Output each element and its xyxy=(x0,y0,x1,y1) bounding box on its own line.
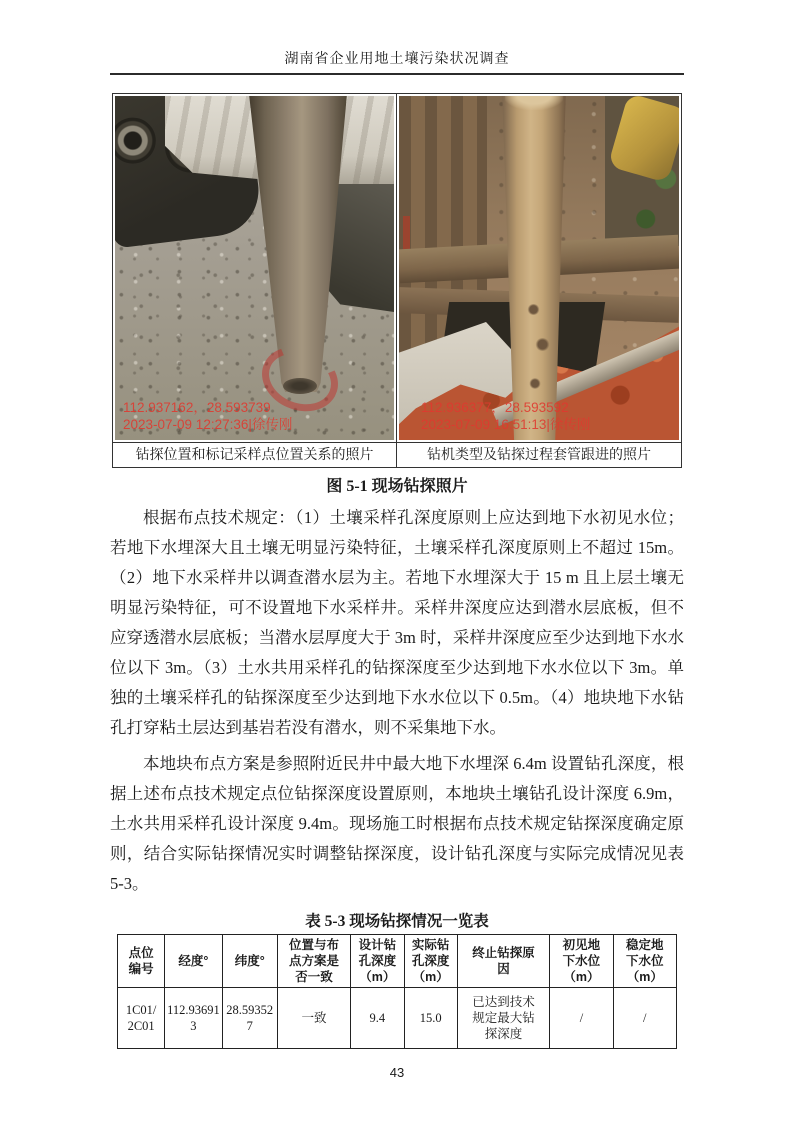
cell-position-match: 一致 xyxy=(277,988,350,1049)
photo-caption-row xyxy=(113,442,681,467)
cell-longitude: 112.936913 xyxy=(165,988,222,1049)
photo-watermark xyxy=(421,399,590,433)
photo-figure-table xyxy=(112,93,682,468)
col-header-longitude: 经度° xyxy=(165,935,222,988)
cell-point-id: 1C01/2C01 xyxy=(118,988,165,1049)
table-title: 表 5-3 现场钻探情况一览表 xyxy=(305,913,489,930)
track-wheel xyxy=(115,115,158,166)
col-header-actual-depth: 实际钻孔深度（m） xyxy=(404,935,457,988)
col-header-design-depth: 设计钻孔深度（m） xyxy=(351,935,404,988)
photo-cell-right xyxy=(397,94,681,442)
watermark-coords: 112.936377，28.593592 xyxy=(421,400,569,415)
col-header-latitude: 纬度° xyxy=(222,935,277,988)
cell-first-water-level: / xyxy=(550,988,613,1049)
document-title: 湖南省企业用地土壤污染状况调查 xyxy=(110,48,684,75)
col-header-stop-reason: 终止钻探原因 xyxy=(457,935,549,988)
photo-caption-left: 钻探位置和标记采样点位置关系的照片 xyxy=(113,443,397,467)
cell-latitude: 28.593527 xyxy=(222,988,277,1049)
col-header-point-id: 点位编号 xyxy=(118,935,165,988)
watermark-datetime: 2023-07-09 12:27:36|徐传刚 xyxy=(123,417,293,432)
drilling-summary-table xyxy=(117,934,677,1049)
photo-drill-rig xyxy=(399,96,679,440)
table-header-row xyxy=(118,935,677,988)
running-header xyxy=(110,0,684,75)
cell-actual-depth: 15.0 xyxy=(404,988,457,1049)
col-header-first-water-level: 初见地下水位（m） xyxy=(550,935,613,988)
watermark-coords: 112.937162，28.593739 xyxy=(123,400,271,415)
body-content xyxy=(110,503,684,1080)
pipe-spot xyxy=(535,338,550,351)
photo-cell-left xyxy=(113,94,397,442)
page-number: 43 xyxy=(389,1065,405,1080)
table-row xyxy=(118,988,677,1049)
paragraph-site-plan: 本地块布点方案是参照附近民井中最大地下水埋深 6.4m 设置钻孔深度，根据上述布点技术规定点位钻探深度设置原则，本地块土壤钻孔设计深度 6.9m，土水共用采样孔设计深度 9.4m。现场施工时根据布点技术规定钻探深度确定原则，结合实际钻探情况实时调整钻探深度，设计钻孔深度与实际完成情况见表5-3。 xyxy=(110,754,684,893)
photo-caption-right: 钻机类型及钻探过程套管跟进的照片 xyxy=(427,448,651,463)
cell-stop-reason: 已达到技术规定最大钻探深度 xyxy=(457,988,549,1049)
photo-watermark xyxy=(123,399,292,433)
col-header-position-match: 位置与布点方案是否一致 xyxy=(277,935,350,988)
figure-caption: 图 5-1 现场钻探照片 xyxy=(326,478,468,495)
pipe-spot xyxy=(527,304,540,315)
photo-drill-position xyxy=(115,96,394,440)
paragraph-drilling-rules: 根据布点技术规定：（1）土壤采样孔深度原则上应达到地下水初见水位；若地下水埋深大且土壤无明显污染特征，土壤采样孔深度原则上不超过 15m。（2）地下水采样井以调查潜水层为主。若地下水埋深大于 15 m 且上层土壤无明显污染特征，可不设置地下水采样井。采样井深度应达到潜水层底板，但不应穿透潜水层底板；当潜水层厚度大于 3m 时，采样井深度应至少达到地下水水位以下 3m。（3）土水共用采样孔的钻探深度至少达到地下水水位以下 3m。单独的土壤采样孔的钻探深度至少达到地下水水位以下 0.5m。（4）地块地下水钻孔打穿粘土层达到基岩若没有潜水，则不采集地下水。 xyxy=(110,508,684,737)
pipe-spot xyxy=(529,378,541,389)
cell-design-depth: 9.4 xyxy=(351,988,404,1049)
col-header-stable-water-level: 稳定地下水位（m） xyxy=(613,935,676,988)
photo-row xyxy=(113,94,681,442)
watermark-datetime: 2023-07-09 16:51:13|徐传刚 xyxy=(421,417,591,432)
cell-stable-water-level: / xyxy=(613,988,676,1049)
